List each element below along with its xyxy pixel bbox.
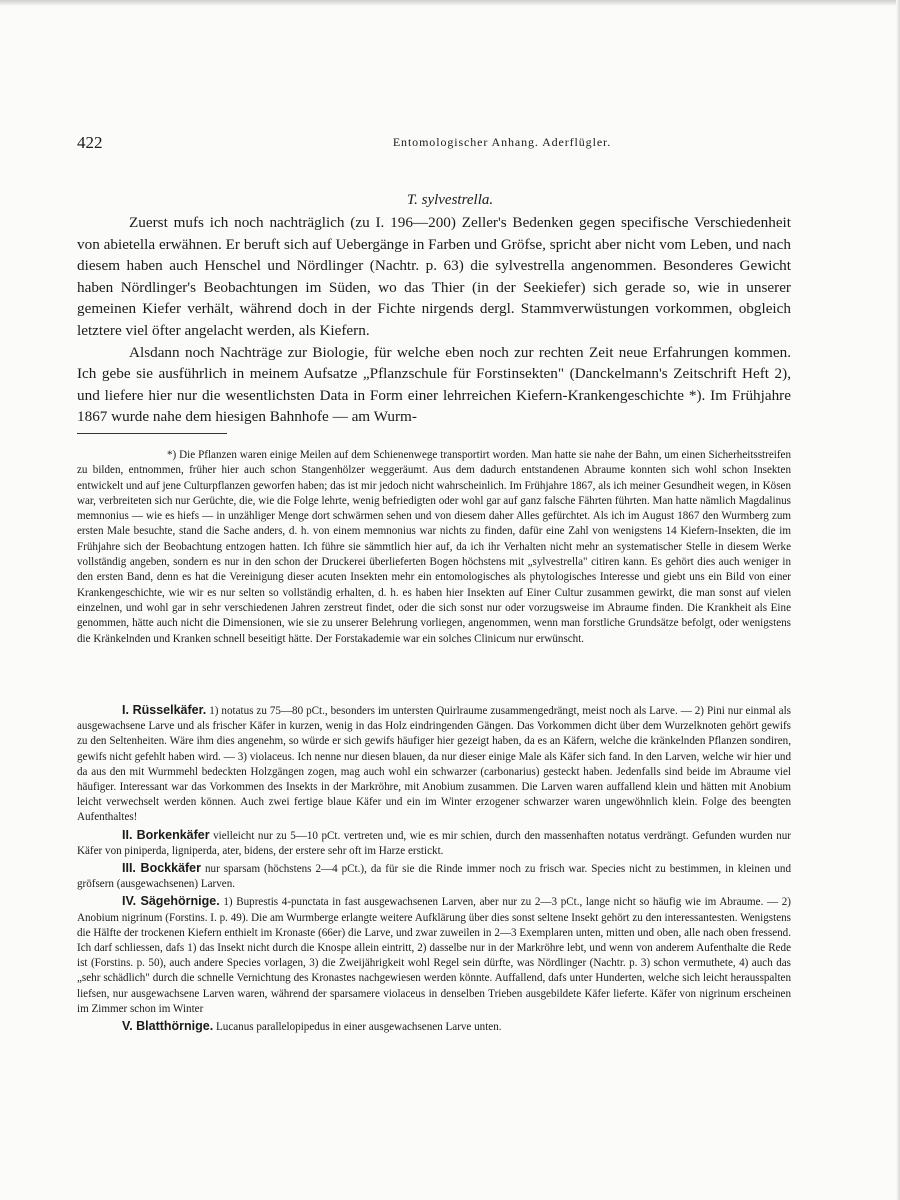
entry-text: 1) notatus zu 75—80 pCt., besonders im untersten Quirlraume zusammengedrängt, meist noch als Larve. — 2) Pini nur einmal als ausgewachsene Larve und als frischer Käfer in kurzen, wenig in das Holz eindringenden Gängen. Das Vorkommen dicht über dem Wurzelknoten gehört gewifs zu den Seltenheiten. Wäre ihm dies angenehm, so würde er sich gewifs häufiger hier gezeigt haben, da es an Käfern, welche die kränkelnden Pflanzen sondiren, gewifs nicht gefehlt haben wird. — 3) violaceus. Ich nenne nur diesen blauen, da nur dieser einige Male als Käfer sich fand. In den Larven, welche wir hier und da aus den mit Wurmmehl bedeckten Holzgängen zogen, mag auch wohl ein schwarzer (carbonarius) gesteckt haben. Jedenfalls sind beide im Abraume viel häufiger. Interessant war das Vorkommen des Insekts in der Markröhre, mit Anobium zusammen. Die Larven waren auffallend klein und hätten mit Anobium leicht verwechselt werden können. Auch zwei fertige blaue Käfer und ein im Winter erzogener schwarzer waren ungewöhnlich klein. Folge des beengten Aufenthaltes!	[77, 705, 792, 824]
paragraph-2: Alsdann noch Nachträge zur Biologie, für welche eben noch zur rechten Zeit neue Erfahrungen kommen. Ich gebe sie ausführlich in meinem Aufsatze „Pflanzschule für Forstinsekten" (Danckelmann's Zeitschrift Heft 2), und liefere hier nur die wesentlichsten Data in Form einer lehrreichen Kiefern-Krankengeschichte *). Im Frühjahre 1867 wurde nahe dem hiesigen Bahnhofe — am Wurm-	[77, 343, 791, 426]
footnote-rule	[77, 433, 227, 434]
entry-heading: II. Borkenkäfer	[122, 827, 210, 842]
entry-text: 1) Buprestis 4-punctata in fast ausgewachsenen Larven, aber nur zu 2—3 pCt., lange nicht so häufig wie im Abraume. — 2) Anobium nigrinum (Forstins. I. p. 49). Die am Wurmberge erlangte weitere Aufklärung über dies sonst seltene Insekt gehört zu den interessantesten. Wenigstens die Hälfte der trockenen Kiefern enthielt im Kronaste (66er) die Larve, und zwar zuweilen in 2—3 Exemplaren unten, mitten und oben, alle nach oben fressend. Ich darf schliessen, dafs 1) das Insekt nicht durch die Knospe allein eintritt, 2) dasselbe nur in der Markröhre lebt, und wenn von anderem Aufenthalte die Rede ist (Forstins. p. 50), auch andere Species vorlagen, 3) die Zweijährigkeit wohl Regel sein dürfte, was Nördlinger (Nachtr. p. 3) schon vermuthete, 4) auch das „sehr schädlich" durch die schnelle Vernichtung des Kronastes nachgewiesen werden könnte. Auffallend, dafs unter Hunderten, welche sich leicht herausspalten liefsen, nur ausgewachsene Larven waren, während der sparsamere violaceus in denselben Trieben ausgebildete Käfer lieferte. Käfer von nigrinum erscheinen im Zimmer schon im Winter	[77, 896, 792, 1015]
entry-heading: I. Rüsselkäfer.	[122, 703, 207, 717]
section-title: T. sylvestrella.	[406, 192, 494, 208]
entry-heading: V. Blatthörnige.	[122, 1019, 214, 1034]
list-item	[77, 894, 791, 1017]
entry-heading: III. Bockkäfer	[122, 861, 202, 876]
entry-heading: IV. Sägehörnige.	[122, 894, 220, 909]
list-item	[77, 861, 791, 892]
page-edge-shadow	[0, 0, 900, 6]
list-item	[77, 703, 791, 826]
list-item	[77, 1019, 791, 1035]
entry-text: nur sparsam (höchstens 2—4 pCt.), da für sie die Rinde immer noch zu frisch war. Species nicht zu bestimmen, in kleinen und gröfsern (ausgewachsenen) Larven.	[77, 863, 791, 891]
entry-text: Lucanus parallelopipedus in einer ausgewachsenen Larve unten.	[216, 1021, 502, 1034]
page-number: 422	[77, 133, 103, 152]
main-text	[77, 212, 791, 428]
page-header	[77, 133, 837, 155]
running-title: Entomologischer Anhang. Aderflügler.	[392, 135, 612, 149]
insect-list	[77, 703, 791, 1037]
footnote-text: *) Die Pflanzen waren einige Meilen auf dem Schienenwege transportirt worden. Man hatte sie nahe der Bahn, um einen Sicherheitsstreifen zu bilden, entnommen, früher hier auch schon Stangenhölzer weggeräumt. Aus dem dadurch entstandenen Abraume konnten sich wohl schon Insekten entwickelt und auf jene Culturpflanzen geworfen haben; das ist mir jedoch nicht wahrscheinlich. Im Frühjahre 1867, als ich meiner Gesundheit wegen, in Kösen war, verbreiteten sich nur Gerüchte, die, wie die Folge lehrte, wenig befriedigten oder wohl gar auf ganz falsche Fährten führten. Man hatte nämlich Magdalinus memnonius — wie es hiefs — in unzähliger Menge dort schwärmen sehen und von diesem daher Alles gefürchtet. Als ich im August 1867 den Wurmberg zum ersten Male besuchte, stand die Sache anders, d. h. von einem memnonius war nichts zu finden, dafür eine Zahl von wenigstens 14 Kiefern-Insekten, die im Frühjahre sich der Beobachtung entzogen hatten. Ich führe sie sämmtlich hier auf, da ich ihr Verhalten nicht mehr an systematischer Stelle in diesem Werke vollständig angeben, sondern es nur in den schon der Druckerei überlieferten Bogen höchstens mit „sylvestrella" citiren kann. Es gehört dies auch weniger in den ersten Band, denn es hat die Vereinigung dieser acuten Insekten mehr ein entomologisches als phytologisches Interesse und giebt uns ein Bild von einer Krankengeschichte, wie wir es nur selten so vollständig erhalten, d. h. es haben hier Insekten auf Einer Cultur zusammen gewirkt, die man sonst auf vielen einzelnen, und wohl gar in sehr verschiedenen Jahren zerstreut findet, oder die sich sonst nur oder vorzugsweise im Abraume finden. Die Krankheit als Eine genommen, hätte auch nicht die Dimensionen, wie sie zu unserer Belehrung vorliegen, angenommen, wenn man forstliche Grundsätze befolgt, oder wenigstens die Kränkelnden und Kranken schnell beseitigt hätte. Der Forstakademie war ein solches Clinicum nur erwünscht.	[77, 449, 791, 645]
footnote	[77, 448, 791, 647]
entry-text: vielleicht nur zu 5—10 pCt. vertreten und, wie es mir schien, durch den massenhaften notatus verdrängt. Gefunden wurden nur Käfer von piniperda, ligniperda, ater, bidens, der erstere sehr oft im Harze erstickt.	[77, 829, 791, 857]
page-edge-shadow-right	[896, 0, 900, 1200]
list-item	[77, 828, 791, 859]
paragraph-1: Zuerst mufs ich noch nachträglich (zu I. 196—200) Zeller's Bedenken gegen specifische Verschiedenheit von abietella erwähnen. Er beruft sich auf Uebergänge in Farben und Gröfse, spricht aber nicht vom Leben, und nach diesem haben auch Henschel und Nördlinger (Nachtr. p. 63) die sylvestrella angenommen. Besonderes Gewicht haben Nördlinger's Beobachtungen im Süden, wo das Thier (in der Seekiefer) sich gerade so, wie in unserer gemeinen Kiefer verhält, während doch in der Fichte nirgends dergl. Stammverwüstungen vorkommen, obgleich letztere viel öfter angelacht werden, als Kiefern.	[77, 214, 791, 339]
